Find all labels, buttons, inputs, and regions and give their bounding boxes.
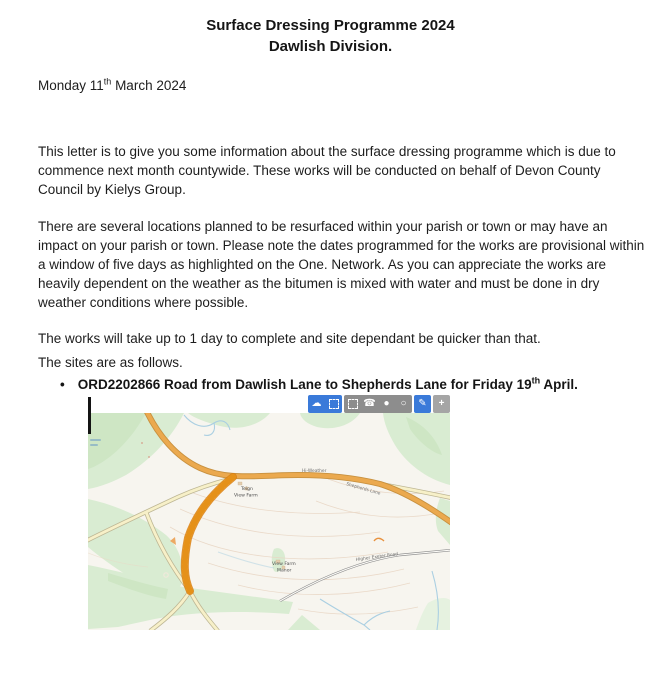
map-label-teign-farm-line2: View Farm xyxy=(234,493,258,499)
pencil-button[interactable] xyxy=(414,395,431,413)
map-label-shepherds-lane: Shepherds Lane xyxy=(345,482,381,497)
line-tool-icon: ☎ xyxy=(363,398,376,409)
crop-icon xyxy=(348,399,358,409)
date-prefix: Monday 11 xyxy=(38,78,104,93)
map-label-view-farm-line1: View Farm xyxy=(272,562,296,567)
move-button[interactable] xyxy=(433,395,450,413)
crop-button[interactable] xyxy=(344,395,361,413)
site-bullet-item xyxy=(60,376,578,393)
bullet-prefix: ORD2202866 Road from Dawlish Lane to Shepherds Lane for Friday 19 xyxy=(77,377,532,392)
toolbar-group-tools xyxy=(344,395,412,413)
paragraph-intro: This letter is to give you some information about the surface dressing programme which is due to commence next month countywide. These works will be conducted on behalf of Devon County Council by Kielys Group. xyxy=(38,144,616,197)
date-superscript: th xyxy=(103,76,112,87)
title-line-1: Surface Dressing Programme 2024 xyxy=(206,17,455,34)
map-label-view-farm-line2: Manor xyxy=(277,568,292,574)
date-line xyxy=(38,76,186,95)
bullet-superscript: th xyxy=(531,375,541,386)
paragraph-duration: The works will take up to 1 day to complete and site dependant be quicker than that. xyxy=(38,331,541,346)
site-map-image xyxy=(88,413,450,630)
upload-cloud-icon: ☁ xyxy=(311,398,322,409)
circle-filled-icon: ● xyxy=(383,398,390,409)
line-tool-button[interactable] xyxy=(361,395,378,413)
title-line-2: Dawlish Division. xyxy=(268,38,393,55)
map-label-hi-weather: Hi-Weather xyxy=(302,469,327,474)
toolbar-group-primary xyxy=(308,395,342,413)
map-toolbar xyxy=(308,395,450,413)
circle-outline-icon: ○ xyxy=(400,398,407,409)
page-title xyxy=(0,15,661,57)
pencil-icon: ✎ xyxy=(418,398,427,409)
move-icon: + xyxy=(438,398,445,409)
upload-button[interactable] xyxy=(308,395,325,413)
select-area-icon xyxy=(329,399,339,409)
select-area-button[interactable] xyxy=(325,395,342,413)
outline-circle-button[interactable] xyxy=(395,395,412,413)
filled-circle-button[interactable] xyxy=(378,395,395,413)
vertical-line-annotation xyxy=(88,397,91,434)
paragraph-locations: There are several locations planned to be resurfaced within your parish or town or may have an impact on your parish or town. Please note the dates programmed for the works are provisional within a window of five days as highlighted on the One. Network. As you can appreciate the works are heavily dependent on the weather as the bitumen is mixed with water and must be done in dry weather conditions where possible. xyxy=(38,219,645,310)
paragraph-sites-intro: The sites are as follows. xyxy=(38,355,183,370)
map-canvas xyxy=(88,413,450,630)
bullet-marker: • xyxy=(60,377,65,392)
toolbar-group-draw xyxy=(414,395,431,413)
map-label-teign-farm-line1: Teign xyxy=(241,487,253,492)
site-bullet-text xyxy=(78,376,578,393)
date-suffix: March 2024 xyxy=(111,78,187,93)
bullet-suffix: April. xyxy=(540,377,578,392)
toolbar-group-move xyxy=(433,395,450,413)
map-label-higher-exeter-road: Higher Exeter Road xyxy=(355,552,399,563)
